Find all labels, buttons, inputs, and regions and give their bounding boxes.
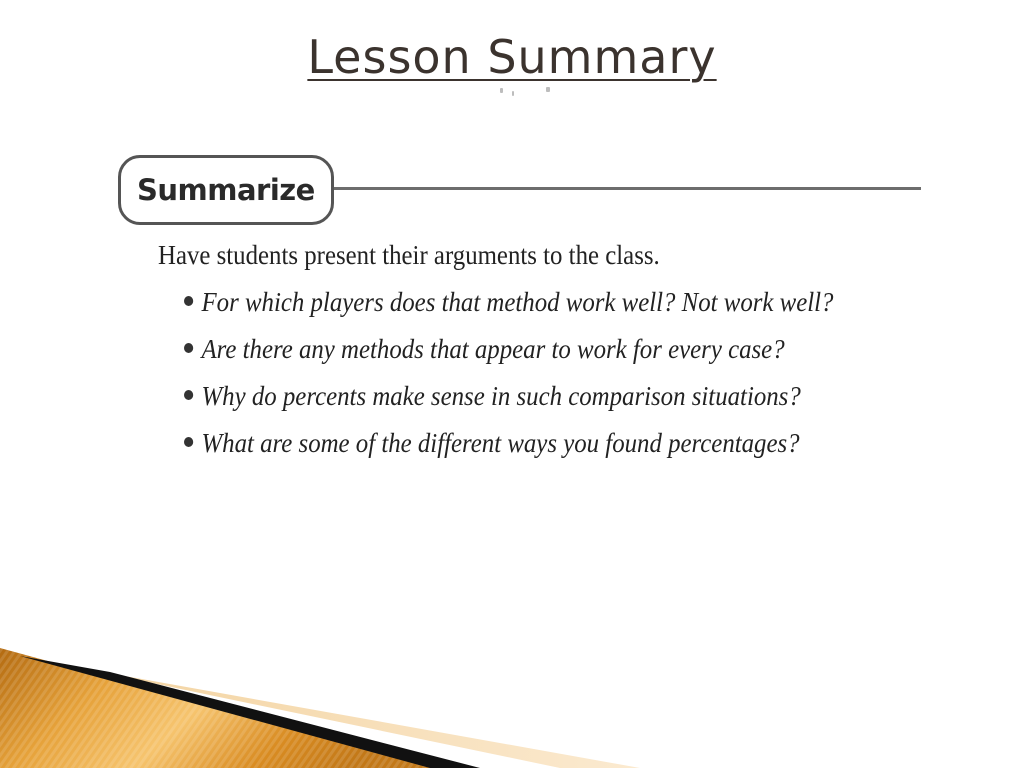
intro-text: Have students present their arguments to the class. — [158, 240, 660, 270]
summarize-label: Summarize — [137, 173, 315, 207]
question-text: What are some of the different ways you found percentages? — [201, 428, 800, 458]
question-text: Are there any methods that appear to work for every case? — [201, 334, 785, 364]
question-text: Why do percents make sense in such comparison situations? — [201, 381, 801, 411]
question-text: For which players does that method work well? Not work well? — [201, 287, 834, 317]
slide-title-text: Lesson Summary — [307, 30, 717, 84]
